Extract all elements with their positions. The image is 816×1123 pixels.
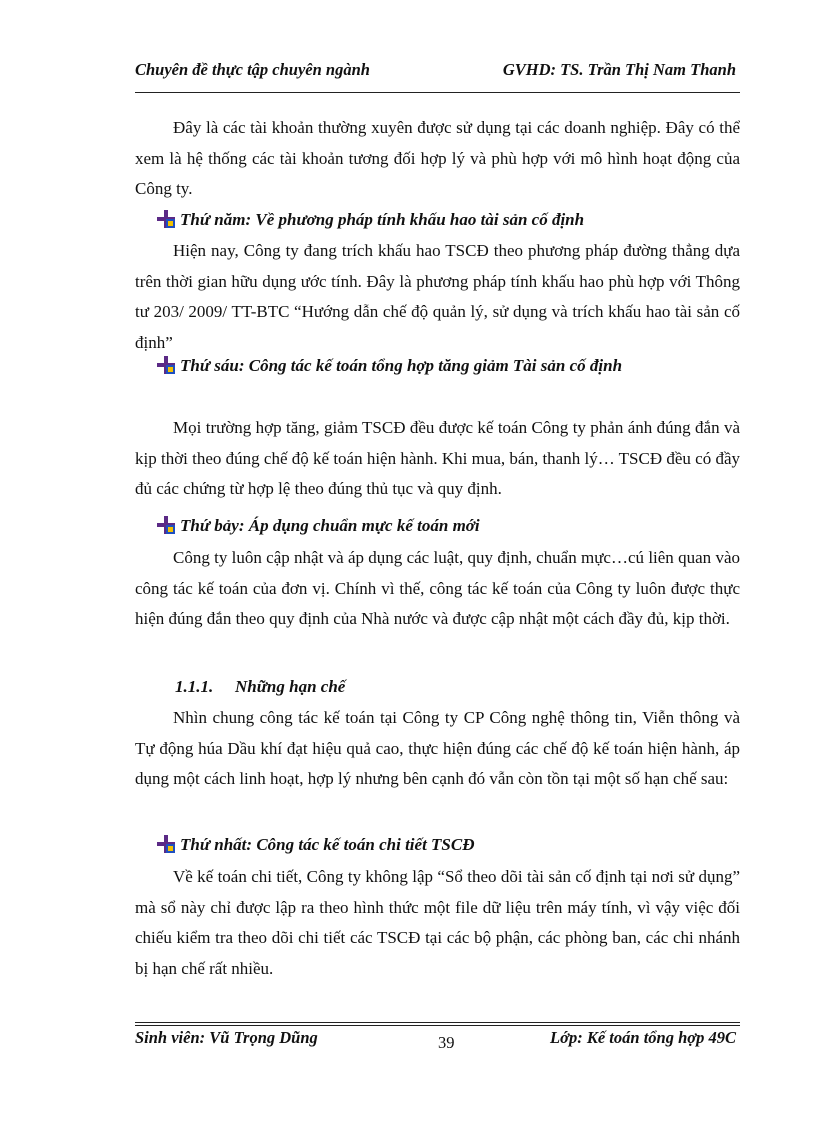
heading-sixth: Thứ sáu: Công tác kế toán tổng hợp tăng giảm Tài sản cố định bbox=[157, 353, 622, 379]
subsection-heading bbox=[175, 674, 345, 700]
bullet-icon bbox=[157, 516, 175, 534]
footer-rule-top bbox=[135, 1022, 740, 1023]
subsection-number: 1.1.1. bbox=[175, 677, 214, 696]
header-rule bbox=[135, 92, 740, 93]
heading-fifth: Thứ năm: Về phương pháp tính khấu hao tài sản cố định bbox=[157, 207, 584, 233]
header-left-text: Chuyên đề thực tập chuyên ngành bbox=[135, 60, 370, 79]
paragraph-standards: Công ty luôn cập nhật và áp dụng các luật, quy định, chuẩn mực…cú liên quan vào công tác kế toán của đơn vị. Chính vì thế, công tác kế toán của Công ty luôn được thực hiện đúng đắn theo quy định của Nhà nước và được cập nhật một cách đầy đủ, kịp thời. bbox=[135, 548, 740, 628]
paragraph-accounts-summary: Đây là các tài khoản thường xuyên được sử dụng tại các doanh nghiệp. Đây có thể xem là hệ thống các tài khoản tương đối hợp lý và phù hợp với mô hình hoạt động của Công ty. bbox=[135, 118, 740, 198]
paragraph-asset-changes: Mọi trường hợp tăng, giảm TSCĐ đều được kế toán Công ty phản ánh đúng đắn và kịp thời theo đúng chế độ kế toán hiện hành. Khi mua, bán, thanh lý… TSCĐ đều có đầy đủ các chứng từ hợp lệ theo đúng thủ tục và quy định. bbox=[135, 418, 740, 498]
subsection-title: Những hạn chế bbox=[235, 677, 346, 696]
paragraph-limitations: Nhìn chung công tác kế toán tại Công ty CP Công nghệ thông tin, Viễn thông và Tự động húa Dầu khí đạt hiệu quả cao, thực hiện đúng các chế độ kế toán hiện hành, áp dụng một cách linh hoạt, hợp lý nhưng bên cạnh đó vẫn còn tồn tại một số hạn chế sau: bbox=[135, 708, 740, 788]
header-right-text: GVHD: TS. Trần Thị Nam Thanh bbox=[502, 60, 736, 79]
heading-seventh: Thứ bảy: Áp dụng chuẩn mực kế toán mới bbox=[157, 513, 480, 539]
bullet-icon bbox=[157, 835, 175, 853]
heading-first: Thứ nhất: Công tác kế toán chi tiết TSCĐ bbox=[157, 832, 475, 858]
bullet-icon bbox=[157, 356, 175, 374]
page-footer bbox=[135, 1025, 740, 1051]
page-header bbox=[135, 60, 740, 84]
footer-student: Sinh viên: Vũ Trọng Dũng bbox=[135, 1028, 318, 1047]
page-number: 39 bbox=[438, 1033, 455, 1052]
footer-class: Lớp: Kế toán tổng hợp 49C bbox=[550, 1028, 736, 1047]
bullet-icon bbox=[157, 210, 175, 228]
paragraph-detail-accounting: Về kế toán chi tiết, Công ty không lập “Sổ theo dõi tài sản cố định tại nơi sử dụng” mà sổ này chỉ được lập ra theo hình thức một file dữ liệu trên máy tính, vì vậy việc đối chiếu kiểm tra theo dõi chi tiết các TSCĐ tại các bộ phận, các phòng ban, các chi nhánh bị hạn chế rất nhiều. bbox=[135, 867, 740, 978]
paragraph-depreciation: Hiện nay, Công ty đang trích khấu hao TSCĐ theo phương pháp đường thẳng dựa trên thời gian hữu dụng ước tính. Đây là phương pháp tính khấu hao phù hợp với Thông tư 203/ 2009/ TT-BTC “Hướng dẫn chế độ quản lý, sử dụng và trích khấu hao tài sản cố định” bbox=[135, 241, 740, 352]
